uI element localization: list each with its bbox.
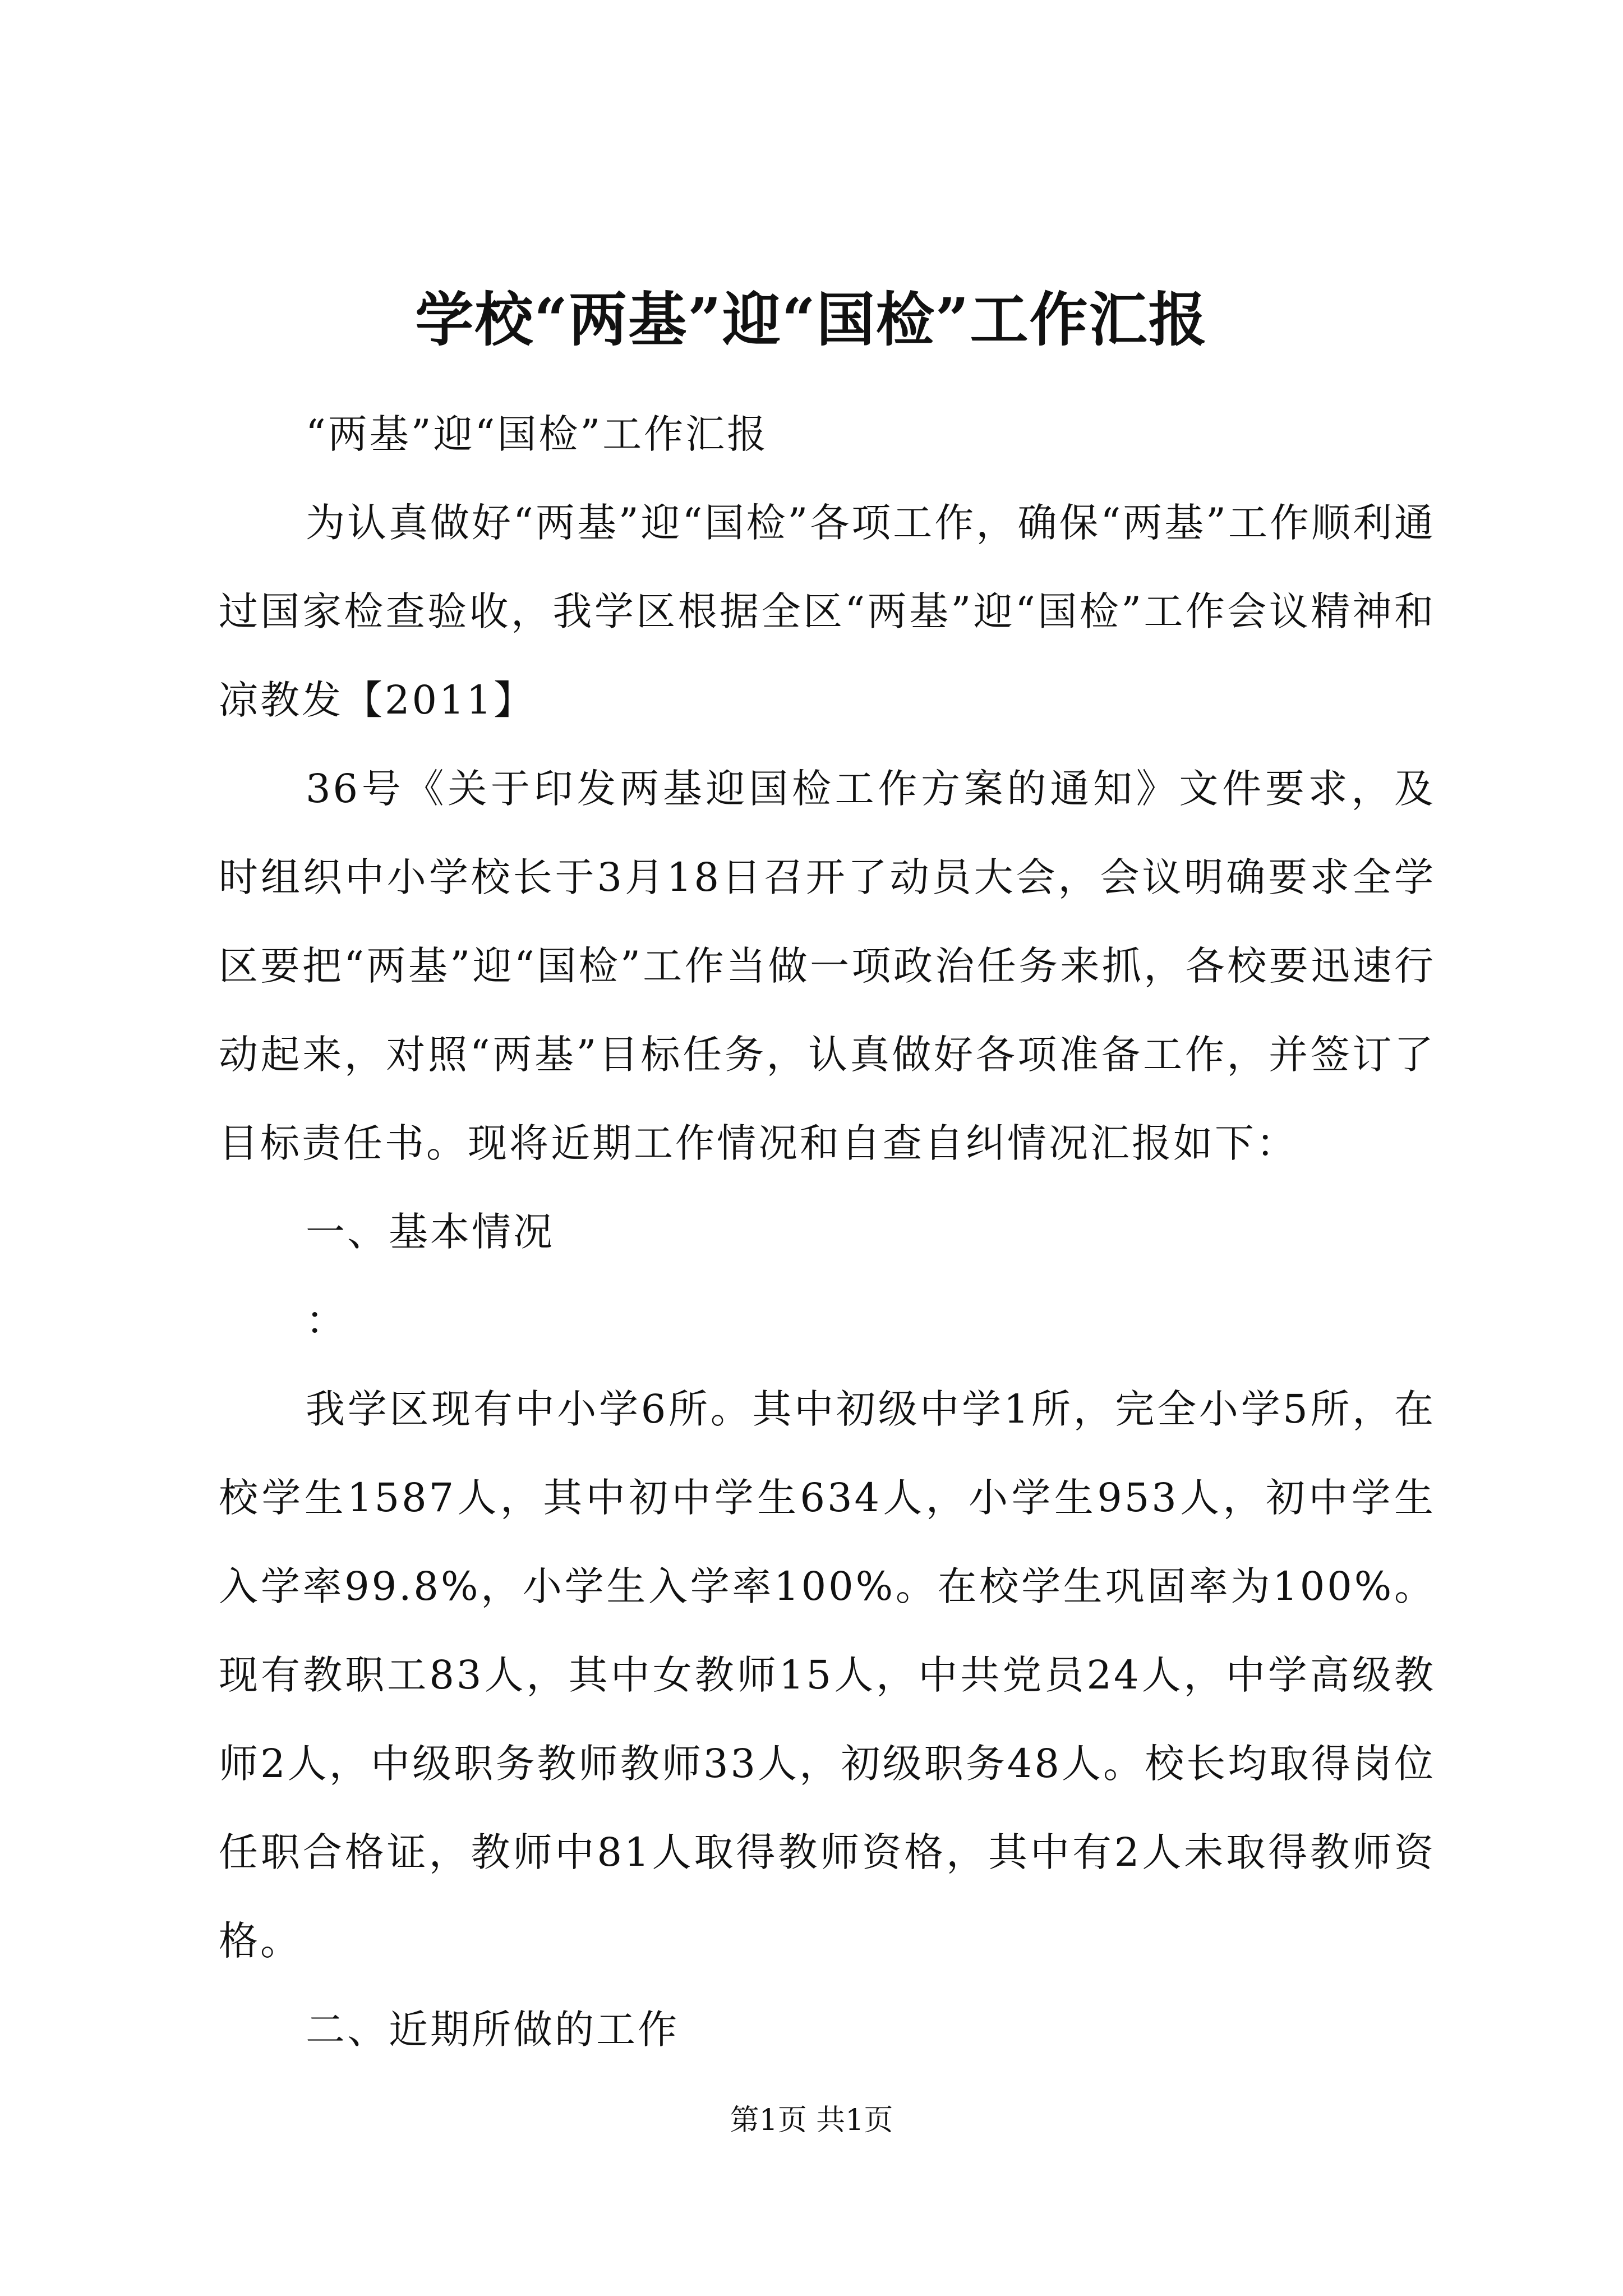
paragraph-meeting: 36号《关于印发两基迎国检工作方案的通知》文件要求，及时组织中小学校长于3月18日召开了动员大会，会议明确要求全学区要把“两基”迎“国检”工作当做一项政治任务来抓，各校要迅速行动起来，对照“两基”目标任务，认真做好各项准备工作，并签订了目标责任书。现将近期工作情况和自查自纠情况汇报如下： xyxy=(219,766,1436,1166)
document-title: 学校“两基”迎“国检”工作汇报 xyxy=(415,285,1208,354)
document-body xyxy=(219,390,1436,2074)
section-heading-recent-work: 二、近期所做的工作 xyxy=(306,2007,679,2053)
paragraph-colon: ： xyxy=(306,1297,347,1343)
document-subtitle: “两基”迎“国检”工作汇报 xyxy=(306,411,769,457)
page-number-footer: 第1页 共1页 xyxy=(730,2104,893,2137)
paragraph-intro: 为认真做好“两基”迎“国检”各项工作，确保“两基”工作顺利通过国家检查验收，我学区根据全区“两基”迎“国检”工作会议精神和凉教发【2011】 xyxy=(219,500,1436,723)
section-heading-basic-situation: 一、基本情况 xyxy=(306,1209,555,1255)
paragraph-school-statistics: 我学区现有中小学6所。其中初级中学1所，完全小学5所，在校学生1587人，其中初中学生634人，小学生953人，初中学生入学率99.8%，小学生入学率100%。在校学生巩固率为100%。现有教职工83人，其中女教师15人，中共党员24人，中学高级教师2人，中级职务教师教师33人，初级职务48人。校长均取得岗位任职合格证，教师中81人取得教师资格，其中有2人未取得教师资格。 xyxy=(219,1386,1436,1964)
